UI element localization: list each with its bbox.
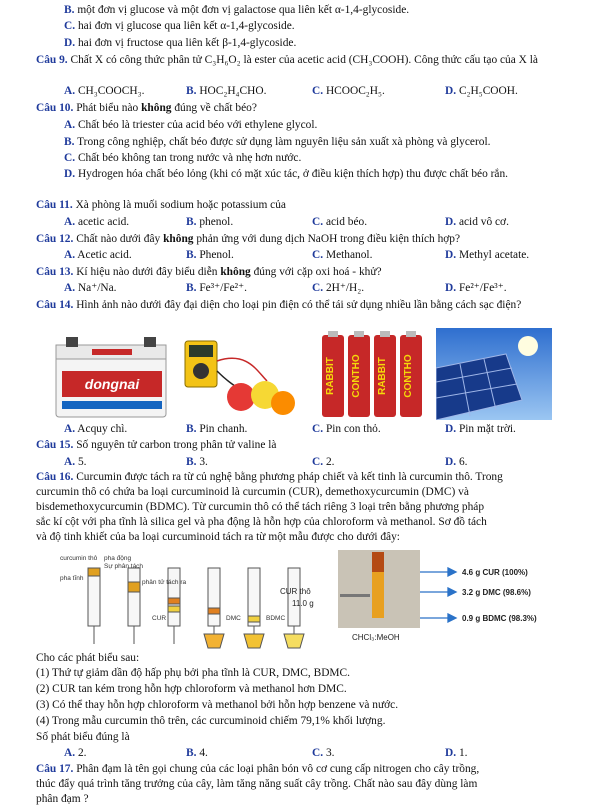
- option-key: B.: [64, 4, 75, 16]
- q16-option-d: D. 1.: [445, 747, 468, 759]
- q14-option-c: C. Pin con thỏ.: [312, 423, 381, 435]
- label-bdmc: BDMC: [266, 615, 286, 622]
- label-dmc: DMC: [226, 615, 241, 622]
- q16-intro: Cho các phát biểu sau:: [36, 652, 140, 664]
- question-10: Câu 10. Phát biểu nào không đúng về chất béo?: [36, 102, 257, 114]
- question-16-line-5: và độ tinh khiết của ba loại curcuminoid tách ra từ một mẫu được cho dưới đây:: [36, 531, 400, 543]
- q13-option-d: D. Fe²⁺/Fe³⁺.: [445, 282, 507, 294]
- label-pha-tinh: pha tĩnh: [60, 575, 84, 582]
- q16-statement-2: (2) CUR tan kém trong hỗn hợp chloroform và methanol hơn DMC.: [36, 683, 347, 695]
- q12-option-b: B. Phenol.: [186, 249, 234, 261]
- q9-option-d: D. C₂H₅COOH.: [445, 85, 518, 97]
- question-16-line-4: sắc kí cột với pha tĩnh là silica gel và pha động là hỗn hợp của chloroform và methanol. Sơ đồ tách: [36, 516, 487, 528]
- rabbit-battery-image: [316, 331, 428, 421]
- q14-option-d: D. Pin mặt trời.: [445, 423, 516, 435]
- result-cur: 4.6 g CUR (100%): [462, 568, 528, 577]
- q13-option-c: C. 2H⁺/H₂.: [312, 282, 365, 294]
- label-cur-tho: CUR thô: [280, 587, 311, 596]
- question-16-line-1: Câu 16. Curcumin được tách ra từ củ nghệ bằng phương pháp chiết và kết tinh là curcumin thô. Trong: [36, 471, 503, 483]
- label-phan-tu-tach-ra: phân tử tách ra: [142, 579, 187, 586]
- label-mass: 11.0 g: [292, 599, 314, 608]
- q13-option-a: A. Na⁺/Na.: [64, 282, 117, 294]
- question-16-line-2: curcumin thô có chứa ba loại curcuminoid là curcumin (CUR), demethoxycurcumin (DMC) và: [36, 486, 469, 498]
- question-17-line-2: thúc đẩy quá trình tăng trưởng của cây, làm tăng năng suất cây trồng. Chất nào sau đây dùng làm: [36, 778, 478, 790]
- svg-text:RABBIT: RABBIT: [377, 357, 388, 395]
- battery-3: [374, 331, 396, 417]
- solar-panel-image: [436, 328, 552, 420]
- chromatography-diagram: [40, 548, 560, 650]
- q10-option-d: D. Hydrogen hóa chất béo lỏng (khi có mặt xúc tác, ở điều kiện thích hợp) thu được chất béo rắn.: [64, 168, 509, 180]
- question-17-line-1: Câu 17. Phân đạm là tên gọi chung của các loại phân bón vô cơ cung cấp nitrogen cho cây trồng,: [36, 763, 480, 775]
- column-5: [244, 568, 264, 648]
- q12-option-a: A. Acetic acid.: [64, 249, 132, 261]
- question-16-line-3: bisdemethoxycurcumin (BDMC). Từ curcumin thô có thể tách riêng 3 loại trên bằng phương pháp: [36, 501, 485, 513]
- question-15: Câu 15. Số nguyên tử carbon trong phân tử valine là: [36, 439, 277, 451]
- result-bdmc: 0.9 g BDMC (98.3%): [462, 614, 537, 623]
- option-b-prev: [64, 3, 409, 17]
- column-2: [128, 568, 140, 644]
- lemon-battery-image: [177, 331, 297, 421]
- question-17-line-3: phân đạm ?: [36, 793, 89, 805]
- q10-option-c: C. Chất béo không tan trong nước và nhẹ hơn nước.: [64, 152, 302, 164]
- q11-option-c: C. acid béo.: [312, 216, 368, 228]
- battery-4: [400, 331, 422, 417]
- label-cur: CUR: [152, 615, 167, 622]
- battery-1: [322, 331, 344, 417]
- question-text: Chất X có công thức phân tử C₃H₆O₂ là ester của acetic acid (CH₃COOH). Công thức cấu tạo của X là: [70, 54, 538, 66]
- q11-option-d: D. acid vô cơ.: [445, 216, 509, 228]
- q10-option-a: A. Chất béo là triester của acid béo với ethylene glycol.: [64, 119, 318, 131]
- q11-option-a: A. acetic acid.: [64, 216, 130, 228]
- q16-statement-1: (1) Thứ tự giảm dần độ hấp phụ bởi pha tĩnh là CUR, DMC, BDMC.: [36, 667, 350, 679]
- q12-option-d: D. Methyl acetate.: [445, 249, 530, 261]
- label-pha-dong: pha động: [104, 555, 132, 562]
- q9-option-a: A. CH₃COOCH₃.: [64, 85, 145, 97]
- q16-statement-3: (3) Có thể thay hỗn hợp chloroform và methanol bởi hỗn hợp benzene và nước.: [36, 699, 399, 711]
- q16-option-b: B. 4.: [186, 747, 208, 759]
- q15-option-d: D. 6.: [445, 456, 468, 468]
- q9-option-b: B. HOC₂H₄CHO.: [186, 85, 267, 97]
- option-text: một đơn vị glucose và một đơn vị galactose qua liên kết α-1,4-glycoside.: [77, 4, 410, 16]
- result-dmc: 3.2 g DMC (98.6%): [462, 588, 531, 597]
- question-12: Câu 12. Chất nào dưới đây không phản ứng với dung dịch NaOH trong điều kiện thích hợp?: [36, 233, 461, 245]
- q10-option-b: B. Trong công nghiệp, chất béo được sử dụng làm nguyên liệu sản xuất xà phòng và glycerol.: [64, 136, 491, 148]
- battery-2: [348, 331, 370, 417]
- q11-option-b: B. phenol.: [186, 216, 234, 228]
- option-key: C.: [64, 20, 76, 32]
- option-key: D.: [64, 37, 76, 49]
- option-text: hai đơn vị glucose qua liên kết α-1,4-glycoside.: [77, 20, 295, 32]
- battery-brand: dongnai: [84, 376, 140, 392]
- question-9: [36, 53, 558, 67]
- q15-option-c: C. 2.: [312, 456, 335, 468]
- question-14: Câu 14. Hình ảnh nào dưới đây đại diện cho loại pin điện có thể tái sử dụng nhiều lần bằng cách sạc điện?: [36, 299, 522, 311]
- q15-option-b: B. 3.: [186, 456, 208, 468]
- lead-acid-battery-image: [52, 331, 172, 421]
- q13-option-b: B. Fe³⁺/Fe²⁺.: [186, 282, 247, 294]
- question-11: Câu 11. Xà phòng là muối sodium hoặc potassium của: [36, 199, 286, 211]
- svg-text:CONTHO: CONTHO: [351, 354, 362, 398]
- label-curcumin-tho: curcumin thô: [60, 555, 98, 562]
- q14-option-a: A. Acquy chì.: [64, 423, 128, 435]
- svg-text:CONTHO: CONTHO: [403, 354, 414, 398]
- column-1: [88, 568, 100, 644]
- option-c-prev: [64, 19, 295, 33]
- question-13: Câu 13. Kí hiệu nào dưới đây biểu diễn không đúng với cặp oxi hoá - khử?: [36, 266, 382, 278]
- q9-option-c: C. HCOOC₂H₅.: [312, 85, 385, 97]
- q14-option-b: B. Pin chanh.: [186, 423, 248, 435]
- svg-text:RABBIT: RABBIT: [325, 357, 336, 395]
- q16-option-c: C. 3.: [312, 747, 335, 759]
- label-su-phan-tach: Sự phân tách: [104, 563, 144, 570]
- q16-option-a: A. 2.: [64, 747, 87, 759]
- option-d-prev: [64, 36, 296, 50]
- question-label: Câu 9.: [36, 54, 68, 66]
- q15-option-a: A. 5.: [64, 456, 87, 468]
- option-text: hai đơn vị fructose qua liên kết β-1,4-glycoside.: [77, 37, 297, 49]
- label-solvent: CHCl₃:MeOH: [352, 633, 400, 642]
- column-6: [284, 568, 304, 648]
- q12-option-c: C. Methanol.: [312, 249, 373, 261]
- q16-ask: Số phát biểu đúng là: [36, 731, 130, 743]
- q16-statement-4: (4) Trong mẫu curcumin thô trên, các curcuminoid chiếm 79,1% khối lượng.: [36, 715, 386, 727]
- column-4: [204, 568, 224, 648]
